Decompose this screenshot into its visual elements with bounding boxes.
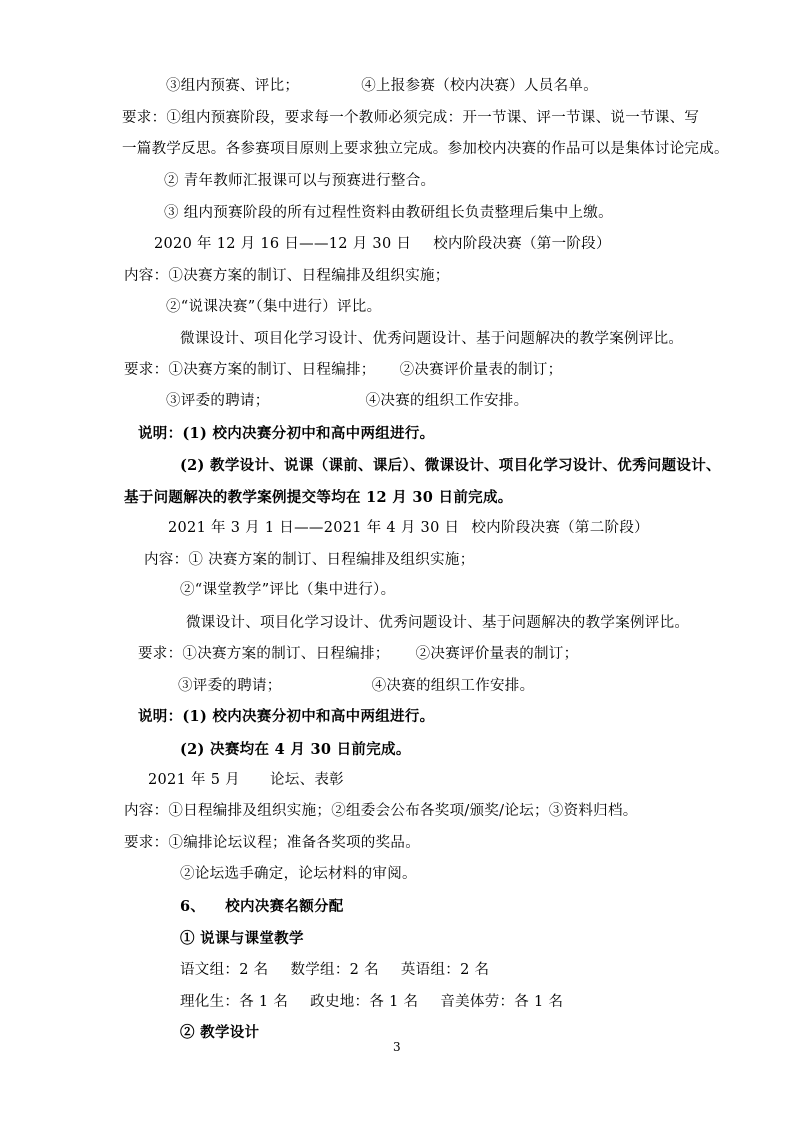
note-line: 说明：(1) 校内决赛分初中和高中两组进行。 xyxy=(138,425,435,442)
note-line: (2) 教学设计、说课（课前、课后）、微课设计、项目化学习设计、优秀问题设计、 xyxy=(180,457,721,474)
text-span: 英语组：2 名 xyxy=(400,962,490,978)
text-line: ②“课堂教学”评比（集中进行）。 xyxy=(180,582,396,598)
text-line xyxy=(180,992,563,1012)
text-line xyxy=(124,360,562,380)
text-line: 要求：①编排论坛议程；准备各奖项的奖品。 xyxy=(124,835,420,851)
text-line: ②论坛选手确定，论坛材料的审阅。 xyxy=(180,866,417,882)
text-span: 2020 年 12 月 16 日——12 月 30 日 xyxy=(154,236,412,252)
text-span: ②决赛评价量表的制订； xyxy=(399,362,563,378)
text-span: 2021 年 5 月 xyxy=(148,772,240,788)
text-line: 微课设计、项目化学习设计、优秀问题设计、基于问题解决的教学案例评比。 xyxy=(186,615,690,631)
text-line: 一篇教学反思。各参赛项目原则上要求独立完成。参加校内决赛的作品可以是集体讨论完成。 xyxy=(122,141,729,157)
text-line xyxy=(168,518,649,538)
text-span: 政史地：各 1 名 xyxy=(310,994,419,1010)
text-span: 数学组：2 名 xyxy=(290,962,379,978)
text-line: ③ 组内预赛阶段的所有过程性资料由教研组长负责整理后集中上缴。 xyxy=(164,205,613,221)
text-line: ②“说课决赛”（集中进行）评比。 xyxy=(166,299,382,315)
text-line xyxy=(180,960,489,980)
text-line xyxy=(138,644,578,664)
text-span: ④上报参赛（校内决赛）人员名单。 xyxy=(361,78,599,94)
text-line: 内容：①决赛方案的制订、日程编排及组织实施； xyxy=(124,268,450,284)
text-span: ③组内预赛、评比； xyxy=(166,78,300,94)
text-line: 要求：①组内预赛阶段，要求每一个教师必须完成：开一节课、评一节课、说一节课、写 xyxy=(122,110,700,126)
text-line: ② 青年教师汇报课可以与预赛进行整合。 xyxy=(164,173,436,189)
section-number: 6、 xyxy=(180,898,206,915)
text-span: ③评委的聘请； xyxy=(166,393,270,409)
text-span: ④决赛的组织工作安排。 xyxy=(371,678,535,694)
text-span: 音美体劳：各 1 名 xyxy=(440,994,564,1010)
page-number: 3 xyxy=(393,1040,401,1054)
text-line xyxy=(154,234,611,254)
note-line: 说明：(1) 校内决赛分初中和高中两组进行。 xyxy=(138,708,435,725)
note-line: 基于问题解决的教学案例提交等均在 12 月 30 日前完成。 xyxy=(124,489,513,506)
text-line xyxy=(166,391,528,411)
text-span: 论坛、表彰 xyxy=(269,772,344,788)
text-span: ③评委的聘请； xyxy=(178,678,282,694)
text-span: ④决赛的组织工作安排。 xyxy=(365,393,529,409)
text-span: 2021 年 3 月 1 日——2021 年 4 月 30 日 xyxy=(168,520,460,536)
section-heading xyxy=(180,897,344,917)
text-line xyxy=(166,76,598,96)
text-line: 内容：① 决赛方案的制订、日程编排及组织实施； xyxy=(144,552,475,568)
text-line: 内容：①日程编排及组织实施；②组委会公布各奖项/颁奖/论坛；③资料归档。 xyxy=(124,803,638,819)
text-span: 校内阶段决赛（第二阶段） xyxy=(471,520,649,536)
text-line: 微课设计、项目化学习设计、优秀问题设计、基于问题解决的教学案例评比。 xyxy=(180,331,684,347)
text-span: 语文组：2 名 xyxy=(180,962,269,978)
text-line xyxy=(148,770,344,790)
text-span: 要求：①决赛方案的制订、日程编排； xyxy=(124,362,376,378)
note-line: (2) 决赛均在 4 月 30 日前完成。 xyxy=(180,741,411,758)
text-span: ②决赛评价量表的制订； xyxy=(415,646,579,662)
text-line xyxy=(178,676,534,696)
text-span: 要求：①决赛方案的制订、日程编排； xyxy=(138,646,390,662)
text-span: 理化生：各 1 名 xyxy=(180,994,289,1010)
section-title: 校内决赛名额分配 xyxy=(225,898,344,915)
text-span: 校内阶段决赛（第一阶段） xyxy=(433,236,611,252)
subsection-heading: ② 教学设计 xyxy=(180,1024,260,1041)
subsection-heading: ① 说课与课堂教学 xyxy=(180,930,304,947)
